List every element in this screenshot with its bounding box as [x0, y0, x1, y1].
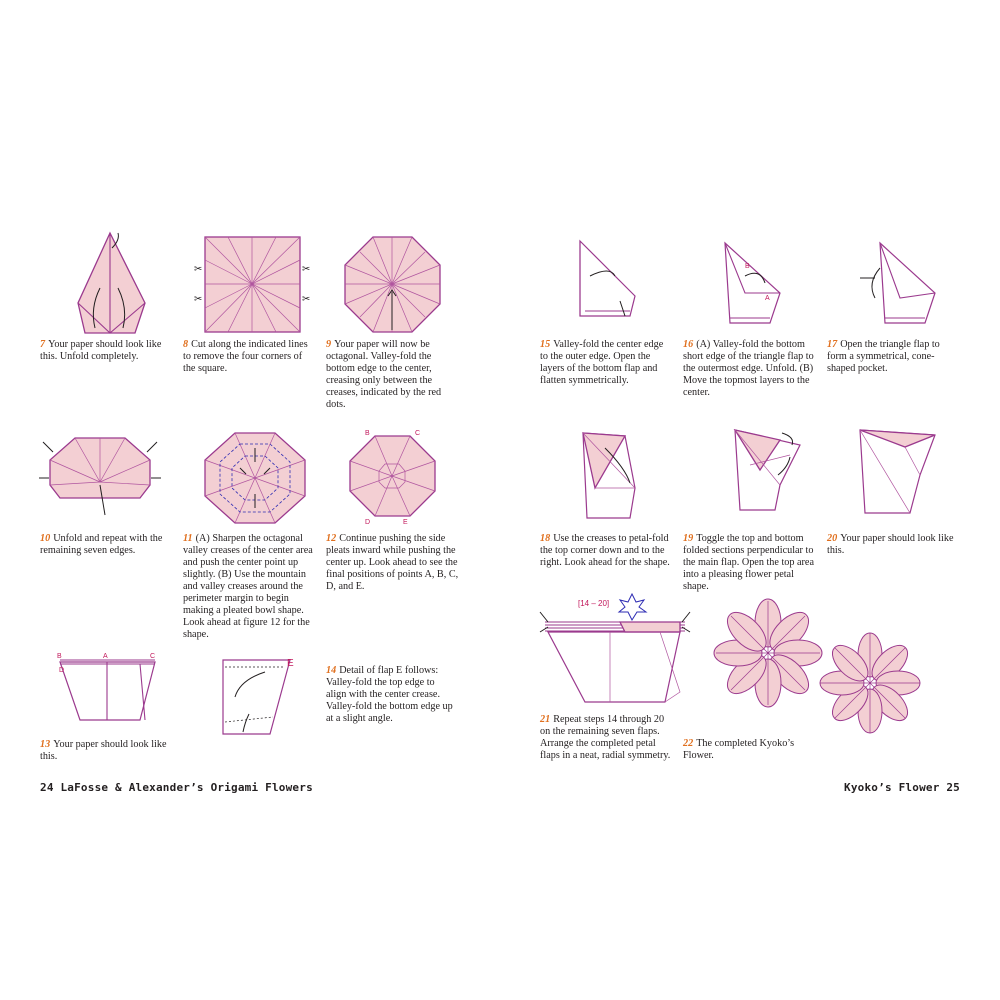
figure-12-pleated-bowl — [335, 426, 450, 526]
svg-text:✂: ✂ — [194, 264, 203, 275]
point-label-b: B — [57, 653, 62, 660]
figure-14-flap-e — [215, 652, 310, 742]
step-11-caption: 11 (A) Sharpen the octagonal valley creases of the center area and push the center point up slightly. (B) Use the mountain and valley creases around the perimeter margin to begin making a pleated bowl shape. Look ahead at figure 12 for the shape. — [183, 533, 313, 640]
step-17-caption: 17 Open the triangle flap to form a symmetrical, cone-shaped pocket. — [827, 339, 940, 374]
point-label-c: C — [150, 653, 156, 660]
step-19-caption: 19 Toggle the top and bottom folded sections perpendicular to the main flap. Open the top area into a pleasing flower petal shape. — [683, 533, 814, 592]
figure-16-triangle-flap — [715, 238, 795, 336]
step-16-caption: 16 (A) Valley-fold the bottom short edge of the triangle flap to the outermost edge. Unfold. (B) Move the topmost layers to the center. — [683, 339, 814, 398]
step-22-caption: 22 The completed Kyoko’s Flower. — [683, 738, 795, 761]
point-label-e: E — [403, 519, 408, 526]
step-8-caption: 8 Cut along the indicated lines to remove the four corners of the square. — [183, 339, 308, 374]
step-21-caption: 21 Repeat steps 14 through 20 on the remaining seven flaps. Arrange the completed petal flaps in a neat, radial symmetry. — [540, 714, 671, 761]
figure-7-kite — [70, 228, 160, 338]
step-20-caption: 20 Your paper should look like this. — [827, 533, 954, 556]
point-label-e: E — [287, 658, 294, 669]
point-label-a: A — [765, 295, 770, 302]
svg-text:✂: ✂ — [302, 294, 311, 305]
figure-21-repeat — [530, 592, 700, 722]
figure-15-valley-fold — [570, 236, 650, 336]
step-15-caption: 15 Valley-fold the center edge to the outer edge. Open the layers of the bottom flap and flatten symmetrically. — [540, 339, 664, 386]
figure-22-completed-flower — [710, 598, 935, 743]
point-label-a: A — [103, 653, 108, 660]
figure-11-sharpen-creases — [200, 428, 310, 528]
step-7-caption: 7 Your paper should look like this. Unfold completely. — [40, 339, 162, 362]
figure-10-unfold — [35, 430, 165, 520]
figure-17-cone-pocket — [855, 238, 945, 333]
point-label-b: B — [745, 263, 750, 270]
figure-19-toggle-sections — [720, 425, 810, 520]
step-18-caption: 18 Use the creases to petal-fold the top corner down and to the right. Look ahead for the shape. — [540, 533, 670, 568]
svg-text:✂: ✂ — [194, 294, 203, 305]
figure-9-octagon — [340, 232, 445, 337]
point-label-d: D — [365, 519, 371, 526]
point-label-b: B — [365, 430, 370, 437]
figure-13-bowl — [55, 652, 165, 727]
point-label-d: D — [59, 667, 65, 674]
point-label-c: C — [415, 430, 421, 437]
step-9-caption: 9 Your paper will now be octagonal. Valley-fold the bottom edge to the center, creasing only between the creases, indicated by the red dots. — [326, 339, 442, 410]
figure-8-square-with-cut-lines — [190, 232, 315, 337]
left-page-footer: 24 LaFosse & Alexander’s Origami Flowers — [40, 781, 313, 794]
figure-18-petal-fold — [575, 428, 650, 528]
repeat-label: [14 – 20] — [578, 599, 610, 608]
step-13-caption: 13 Your paper should look like this. — [40, 739, 167, 762]
step-12-caption: 12 Continue pushing the side pleats inward while pushing the center up. Look ahead to see the final positions of points A, B, C, D, and E. — [326, 533, 459, 592]
figure-20-result — [850, 425, 940, 520]
step-10-caption: 10 Unfold and repeat with the remaining seven edges. — [40, 533, 163, 556]
right-page-footer: Kyoko’s Flower 25 — [844, 781, 960, 794]
step-14-caption: 14 Detail of flap E follows: Valley-fold the top edge to align with the center crease. Valley-fold the bottom edge up at a slight angle. — [326, 665, 453, 724]
svg-text:✂: ✂ — [302, 264, 311, 275]
